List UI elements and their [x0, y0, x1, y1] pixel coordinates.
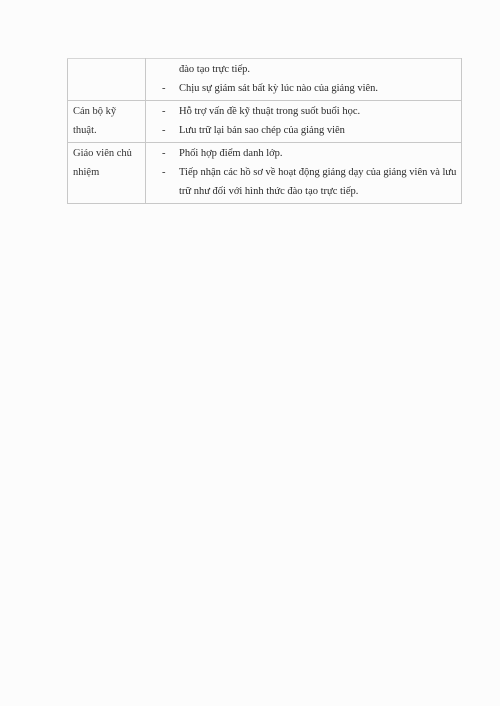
responsibilities-table — [67, 58, 462, 204]
duties-cell — [146, 101, 462, 143]
duty-text: đào tạo trực tiếp. — [179, 64, 250, 75]
duties-cell — [146, 143, 462, 204]
duty-text: Lưu trữ lại bản sao chép của giảng viên — [179, 125, 345, 136]
table-row — [68, 143, 462, 204]
duty-item — [146, 60, 457, 79]
duty-bullet: - — [162, 106, 166, 117]
duty-item — [146, 102, 457, 121]
duty-item — [146, 121, 457, 140]
duty-item — [146, 163, 457, 201]
duty-item — [146, 144, 457, 163]
table-row — [68, 101, 462, 143]
duty-text: Chịu sự giám sát bất kỳ lúc nào của giảng viên. — [179, 83, 379, 94]
role-cell — [68, 59, 146, 101]
duty-bullet: - — [162, 83, 166, 94]
role-cell: Giáo viên chủ nhiệm — [68, 143, 146, 204]
duty-text: Phối hợp điểm danh lớp. — [179, 148, 283, 159]
duties-cell — [146, 59, 462, 101]
table-row — [68, 59, 462, 101]
role-cell: Cán bộ kỹ thuật. — [68, 101, 146, 143]
duty-item — [146, 79, 457, 98]
duty-text: Hỗ trợ vấn đề kỹ thuật trong suốt buổi học. — [179, 106, 361, 117]
duty-bullet: - — [162, 148, 166, 159]
duty-bullet: - — [162, 125, 166, 136]
duty-text: Tiếp nhận các hồ sơ về hoạt động giảng dạy của giảng viên và lưu trữ như đối với hình thức đào tạo trực tiếp. — [179, 167, 457, 197]
duty-bullet: - — [162, 167, 166, 178]
